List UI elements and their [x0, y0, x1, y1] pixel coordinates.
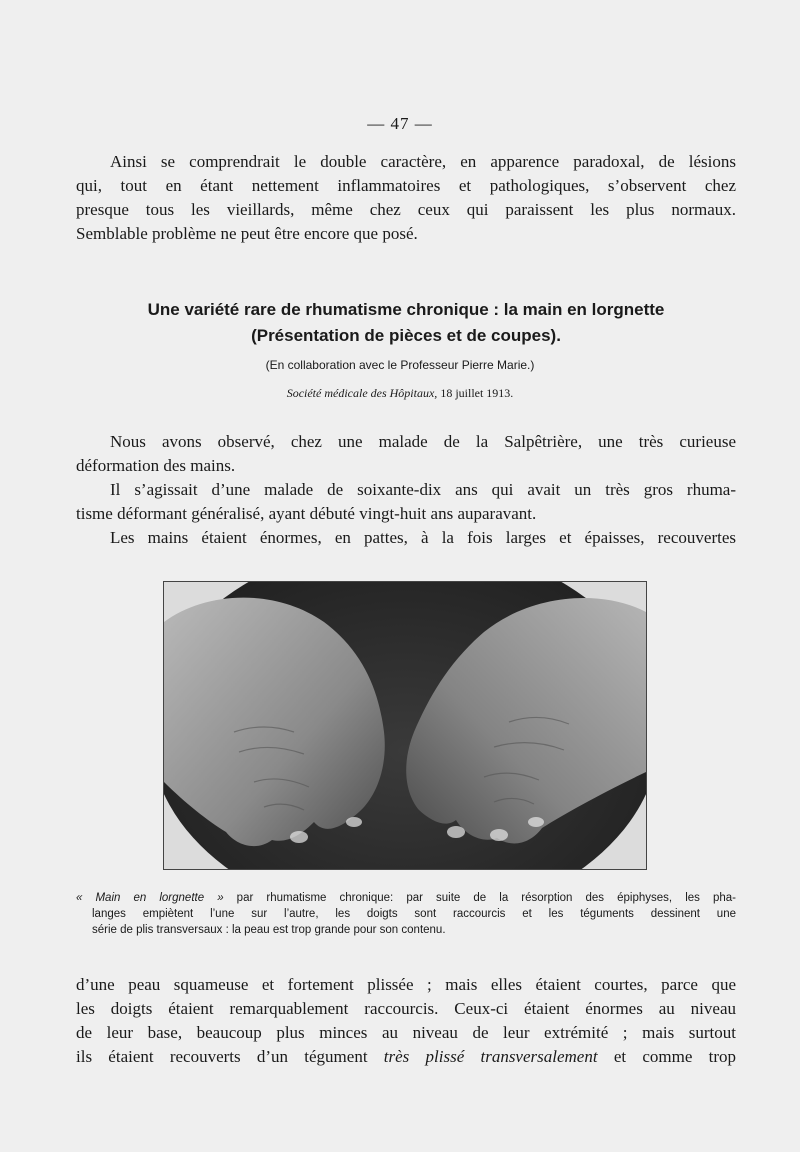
text-segment: ils étaient recouverts d’un tégument [76, 1047, 384, 1066]
hands-photo-illustration [164, 582, 646, 869]
text-line: les doigts étaient remarquablement raccourcis. Ceux-ci étaient énormes au niveau [76, 999, 736, 1018]
text-segment: et comme trop [597, 1047, 736, 1066]
text-line: Il s’agissait d’une malade de soixante-dix ans qui avait un très gros rhuma- [110, 480, 736, 499]
text-line: de leur base, beaucoup plus minces au niveau de leur extrémité ; mais surtout [76, 1023, 736, 1042]
caption-line: langes empiètent l’une sur l’autre, les doigts sont raccourcis et les téguments dessinent une [92, 908, 736, 920]
publication-name: Société médicale des Hôpitaux, [286, 386, 438, 400]
text-line: qui, tout en étant nettement inflammatoires et pathologiques, s’observent chez [76, 176, 736, 195]
page-number: — 47 — [367, 114, 433, 133]
text-line: d’une peau squameuse et fortement plissée ; mais elles étaient courtes, parce que [76, 975, 736, 994]
figure-caption [76, 890, 736, 938]
section-title-line: Une variété rare de rhumatisme chronique : la main en lorgnette [147, 300, 665, 319]
intro-paragraph [76, 150, 736, 246]
publication-date: 18 juillet 1913. [437, 386, 514, 400]
caption-line [76, 890, 736, 906]
section-subtitle-line: (Présentation de pièces et de coupes). [251, 326, 561, 345]
collaboration-note: (En collaboration avec le Professeur Pierre Marie.) [265, 358, 535, 372]
hands-photograph [163, 581, 647, 870]
text-line: Ainsi se comprendrait le double caractère, en apparence paradoxal, de lésions [110, 152, 736, 171]
section-title [76, 297, 736, 349]
text-line: déformation des mains. [76, 456, 236, 475]
text-line: tisme déformant généralisé, ayant débuté vingt-huit ans auparavant. [76, 504, 537, 523]
text-line: Semblable problème ne peut être encore que posé. [76, 224, 418, 243]
publication-reference [0, 386, 800, 401]
bottom-paragraph [76, 973, 736, 1069]
caption-line: série de plis transversaux : la peau est trop grande pour son contenu. [92, 924, 446, 936]
italic-text-segment: très plissé transversalement [383, 1047, 598, 1066]
body-paragraph [76, 430, 736, 550]
text-line: presque tous les vieillards, même chez ceux qui paraissent les plus normaux. [76, 200, 736, 219]
text-line [76, 1045, 736, 1069]
text-line: Les mains étaient énormes, en pattes, à la fois larges et épaisses, recouvertes [110, 528, 736, 547]
caption-text: par rhumatisme chronique: par suite de la résorption des épiphyses, les pha- [223, 892, 736, 904]
text-line: Nous avons observé, chez une malade de la Salpêtrière, une très curieuse [110, 432, 736, 451]
caption-italic: « Main en lorgnette » [76, 892, 224, 904]
